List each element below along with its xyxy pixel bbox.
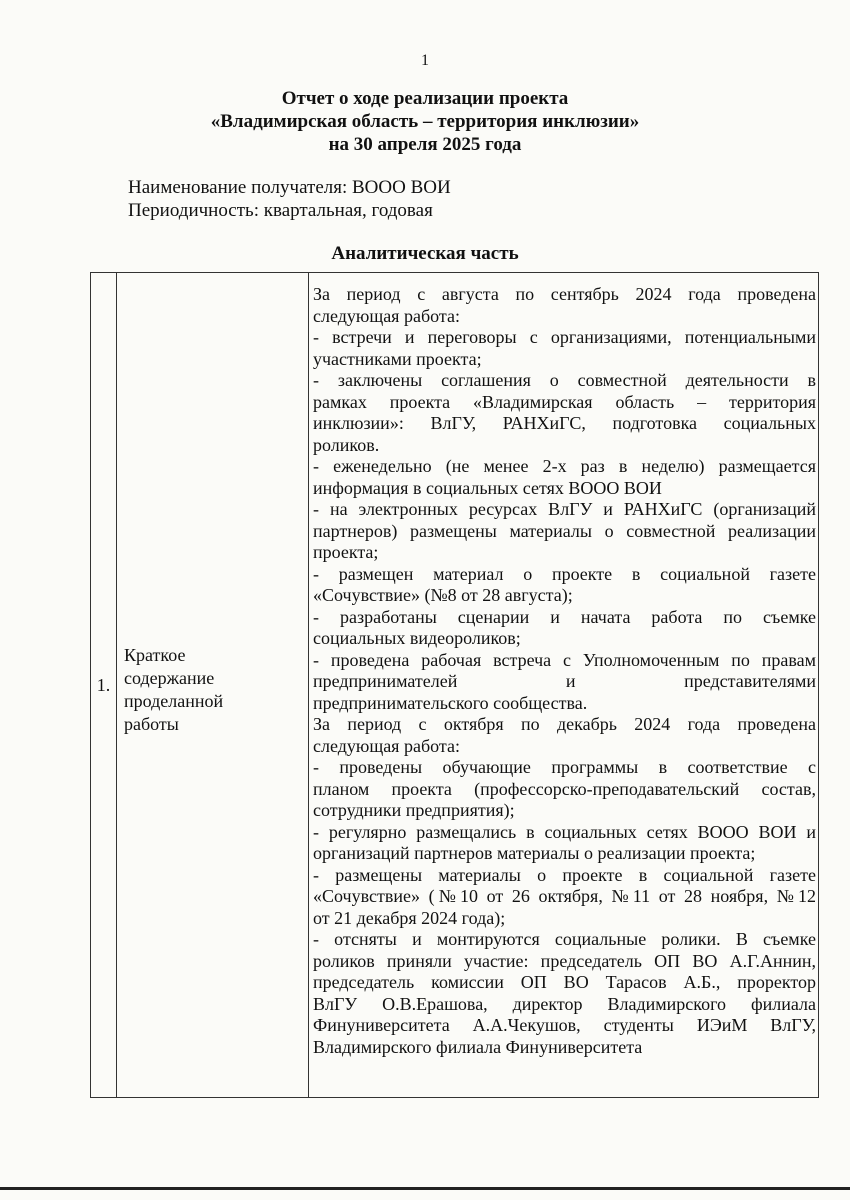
content-line: Владимирского филиала Финуниверситета bbox=[313, 1036, 643, 1057]
content-line: «Сочувствие» (№10 от 26 октября, №11 от 28 ноября, №12 bbox=[313, 886, 816, 906]
section-title: Аналитическая часть bbox=[331, 243, 519, 264]
content-line: организаций партнеров материалы о реализации проекта; bbox=[313, 843, 756, 863]
row-number: 1. bbox=[96, 675, 111, 695]
content-line: планом проекта (профессорско-преподавательский состав, bbox=[313, 778, 816, 799]
document-title bbox=[0, 87, 850, 156]
report-meta bbox=[128, 176, 451, 222]
content-line: - заключены соглашения о совместной деятельности в bbox=[313, 370, 816, 390]
content-line: - размещены материалы о проекте в социальной газете bbox=[313, 864, 816, 885]
title-line-3: на 30 апреля 2025 года bbox=[328, 134, 522, 155]
content-line: председатель комиссии ОП ВО Тарасов А.Б., проректор bbox=[313, 972, 816, 992]
recipient-name: Наименование получателя: ВООО ВОИ bbox=[128, 177, 451, 198]
column-divider bbox=[308, 273, 309, 1097]
row-content bbox=[313, 284, 816, 1058]
title-line-1: Отчет о ходе реализации проекта bbox=[281, 88, 569, 109]
content-line: - разработаны сценарии и начата работа по съемке bbox=[313, 606, 816, 627]
content-line: - проведены обучающие программы в соответствие с bbox=[313, 757, 816, 777]
analytics-table bbox=[90, 272, 819, 1098]
content-line: - отсняты и монтируются социальные ролики. В съемке bbox=[313, 929, 816, 949]
content-line: инклюзии»: ВлГУ, РАНХиГС, подготовка социальных bbox=[313, 413, 816, 433]
content-line: от 21 декабря 2024 года); bbox=[313, 907, 506, 928]
content-line: партнеров) размещены материалы о совместной реализации bbox=[313, 520, 816, 541]
content-line: - регулярно размещались в социальных сетях ВООО ВОИ и bbox=[313, 821, 816, 842]
row-label-line: Краткое bbox=[124, 645, 186, 665]
periodicity: Периодичность: квартальная, годовая bbox=[128, 200, 433, 221]
content-line: - встречи и переговоры с организациями, потенциальными bbox=[313, 327, 816, 347]
row-label-line: проделанной bbox=[124, 691, 224, 711]
column-divider bbox=[116, 273, 117, 1097]
content-line: «Сочувствие» (№8 от 28 августа); bbox=[313, 585, 573, 605]
scan-edge-line bbox=[0, 1187, 850, 1190]
content-line: следующая работа: bbox=[313, 735, 460, 756]
content-line: - размещен материал о проекте в социальной газете bbox=[313, 563, 816, 584]
content-line: предпринимательского сообщества. bbox=[313, 692, 588, 713]
content-line: - на электронных ресурсах ВлГУ и РАНХиГС (организаций bbox=[313, 499, 816, 519]
row-label-line: работы bbox=[124, 714, 179, 734]
content-line: роликов приняли участие: председатель ОП ВО А.Г.Аннин, bbox=[313, 950, 816, 971]
page-number: 1 bbox=[421, 52, 429, 69]
content-line: - проведена рабочая встреча с Уполномоченным по правам bbox=[313, 649, 816, 670]
content-line: - еженедельно (не менее 2-х раз в неделю) размещается bbox=[313, 456, 816, 476]
content-line: рамках проекта «Владимирская область – территория bbox=[313, 391, 816, 412]
content-line: предпринимателей и представителями bbox=[313, 671, 816, 691]
content-line: За период с октября по декабрь 2024 года проведена bbox=[313, 714, 816, 734]
content-line: участниками проекта; bbox=[313, 348, 482, 369]
content-line: сотрудники предприятия); bbox=[313, 800, 515, 820]
title-line-2: «Владимирская область – территория инклюзии» bbox=[210, 111, 640, 132]
content-line: ВлГУ О.В.Ерашова, директор Владимирского филиала bbox=[313, 993, 816, 1014]
content-line: роликов. bbox=[313, 434, 380, 455]
row-label-line: содержание bbox=[124, 668, 215, 688]
content-line: За период с августа по сентябрь 2024 года проведена bbox=[313, 284, 816, 304]
row-label bbox=[124, 644, 304, 736]
content-line: Финуниверситета А.А.Чекушов, студенты ИЭиМ ВлГУ, bbox=[313, 1015, 816, 1035]
content-line: социальных видеороликов; bbox=[313, 628, 521, 648]
content-line: информация в социальных сетях ВООО ВОИ bbox=[313, 477, 662, 498]
content-line: проекта; bbox=[313, 542, 379, 562]
content-line: следующая работа: bbox=[313, 305, 460, 326]
